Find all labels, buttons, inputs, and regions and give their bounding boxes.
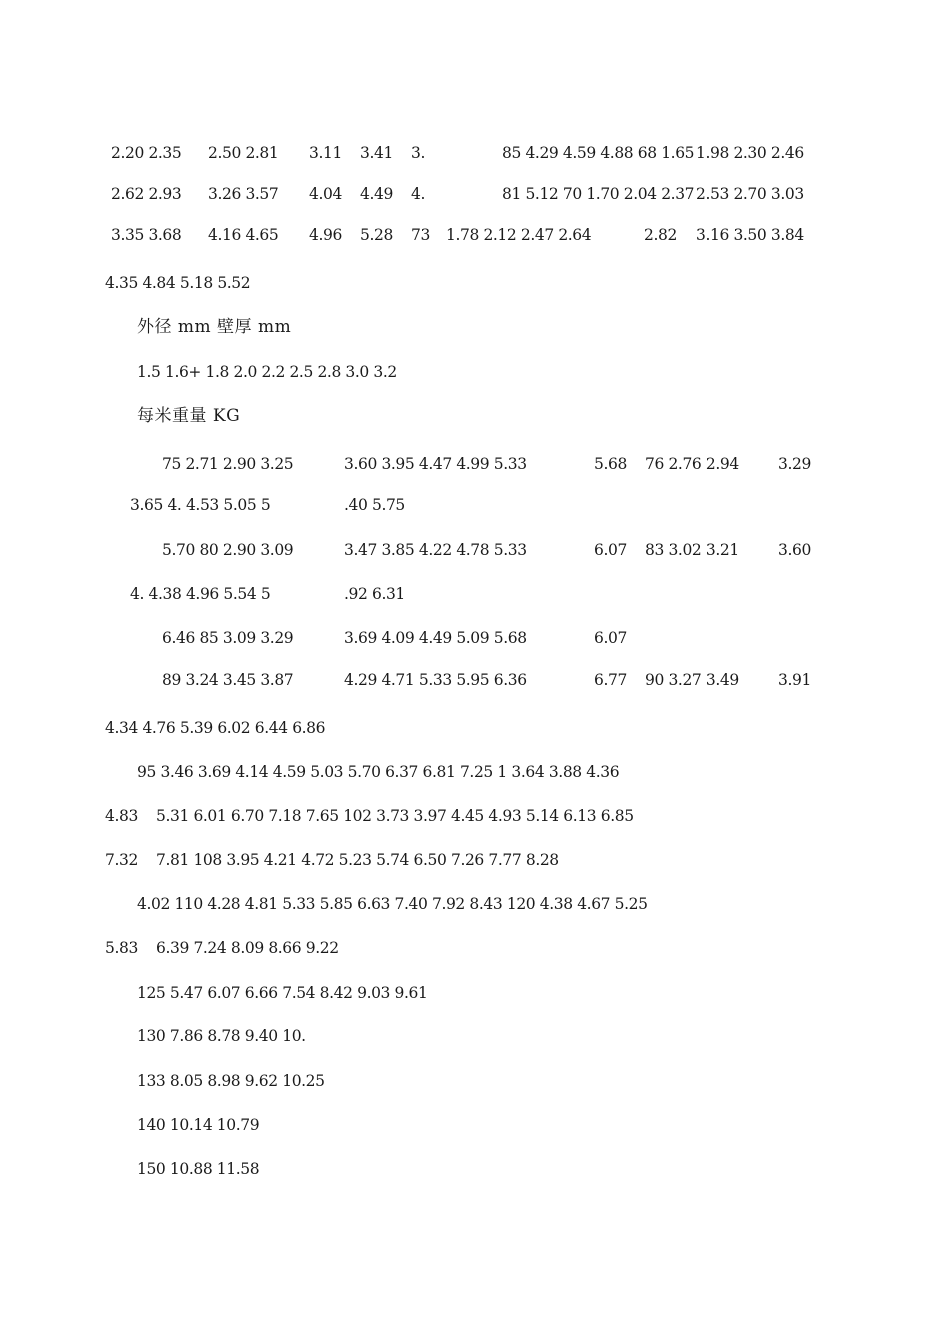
text-line: 6.39 7.24 8.09 8.66 9.22 <box>156 939 339 957</box>
row-3-cell-8: 3.16 3.50 3.84 <box>696 226 804 244</box>
block-row-3-cell-1: 5.70 80 2.90 3.09 <box>162 541 294 559</box>
text-line: 130 7.86 8.78 9.40 10. <box>137 1027 306 1045</box>
block-row-2-cell-1: 3.65 4. 4.53 5.05 5 <box>130 496 271 514</box>
row-3-cell-1: 3.35 3.68 <box>111 226 182 244</box>
text-line: 150 10.88 11.58 <box>137 1160 260 1178</box>
row-1-cell-5: 3. <box>411 144 425 162</box>
text-line: 133 8.05 8.98 9.62 10.25 <box>137 1072 325 1090</box>
text-line: 4.02 110 4.28 4.81 5.33 5.85 6.63 7.40 7.92 8.43 120 4.38 4.67 5.25 <box>137 895 648 913</box>
row-1-cell-2: 2.50 2.81 <box>208 144 279 162</box>
block-row-4-cell-1: 4. 4.38 4.96 5.54 5 <box>130 585 271 603</box>
text-line: 4.35 4.84 5.18 5.52 <box>105 274 251 292</box>
row-1-cell-3: 3.11 <box>309 144 342 162</box>
row-2-cell-7: 2.53 2.70 3.03 <box>696 185 804 203</box>
row-1-cell-1: 2.20 2.35 <box>111 144 182 162</box>
block-row-3-cell-2: 3.47 3.85 4.22 4.78 5.33 <box>344 541 527 559</box>
row-1-cell-6: 85 4.29 4.59 4.88 68 1.65 <box>502 144 695 162</box>
text-line-lead: 5.83 <box>105 939 138 957</box>
row-3-cell-5: 73 <box>411 226 430 244</box>
block-row-1-cell-3: 5.68 <box>594 455 627 473</box>
text-line: 7.81 108 3.95 4.21 4.72 5.23 5.74 6.50 7.26 7.77 8.28 <box>156 851 559 869</box>
row-3-cell-4: 5.28 <box>360 226 393 244</box>
block-row-5-cell-3: 6.07 <box>594 629 627 647</box>
block-row-1-cell-4: 76 2.76 2.94 <box>645 455 739 473</box>
row-3-cell-3: 4.96 <box>309 226 342 244</box>
block-row-6-cell-2: 4.29 4.71 5.33 5.95 6.36 <box>344 671 527 689</box>
header-weight: 每米重量 KG <box>137 406 241 426</box>
text-line: 140 10.14 10.79 <box>137 1116 260 1134</box>
block-row-5-cell-1: 6.46 85 3.09 3.29 <box>162 629 294 647</box>
block-row-5-cell-2: 3.69 4.09 4.49 5.09 5.68 <box>344 629 527 647</box>
block-row-6-cell-3: 6.77 <box>594 671 627 689</box>
block-row-2-cell-2: .40 5.75 <box>344 496 405 514</box>
row-2-cell-4: 4.49 <box>360 185 393 203</box>
block-row-4-cell-2: .92 6.31 <box>344 585 405 603</box>
text-line: 95 3.46 3.69 4.14 4.59 5.03 5.70 6.37 6.81 7.25 1 3.64 3.88 4.36 <box>137 763 620 781</box>
block-row-1-cell-5: 3.29 <box>778 455 811 473</box>
block-row-3-cell-4: 83 3.02 3.21 <box>645 541 739 559</box>
block-row-1-cell-2: 3.60 3.95 4.47 4.99 5.33 <box>344 455 527 473</box>
row-2-cell-3: 4.04 <box>309 185 342 203</box>
header-diameter-thickness: 外径 mm 壁厚 mm <box>137 317 292 337</box>
row-3-cell-7: 2.82 <box>644 226 677 244</box>
text-line-lead: 4.83 <box>105 807 138 825</box>
block-row-6-cell-4: 90 3.27 3.49 <box>645 671 739 689</box>
row-1-cell-4: 3.41 <box>360 144 393 162</box>
row-2-cell-5: 4. <box>411 185 425 203</box>
row-2-cell-1: 2.62 2.93 <box>111 185 182 203</box>
row-3-cell-2: 4.16 4.65 <box>208 226 279 244</box>
text-line-lead: 7.32 <box>105 851 138 869</box>
block-row-6-cell-5: 3.91 <box>778 671 811 689</box>
text-line: 125 5.47 6.07 6.66 7.54 8.42 9.03 9.61 <box>137 984 428 1002</box>
row-2-cell-2: 3.26 3.57 <box>208 185 279 203</box>
row-1-cell-7: 1.98 2.30 2.46 <box>696 144 804 162</box>
thickness-values: 1.5 1.6+ 1.8 2.0 2.2 2.5 2.8 3.0 3.2 <box>137 363 397 381</box>
block-row-3-cell-5: 3.60 <box>778 541 811 559</box>
text-line: 5.31 6.01 6.70 7.18 7.65 102 3.73 3.97 4.45 4.93 5.14 6.13 6.85 <box>156 807 634 825</box>
block-row-1-cell-1: 75 2.71 2.90 3.25 <box>162 455 294 473</box>
text-line: 4.34 4.76 5.39 6.02 6.44 6.86 <box>105 719 326 737</box>
block-row-6-cell-1: 89 3.24 3.45 3.87 <box>162 671 294 689</box>
block-row-3-cell-3: 6.07 <box>594 541 627 559</box>
row-2-cell-6: 81 5.12 70 1.70 2.04 2.37 <box>502 185 695 203</box>
row-3-cell-6: 1.78 2.12 2.47 2.64 <box>446 226 592 244</box>
